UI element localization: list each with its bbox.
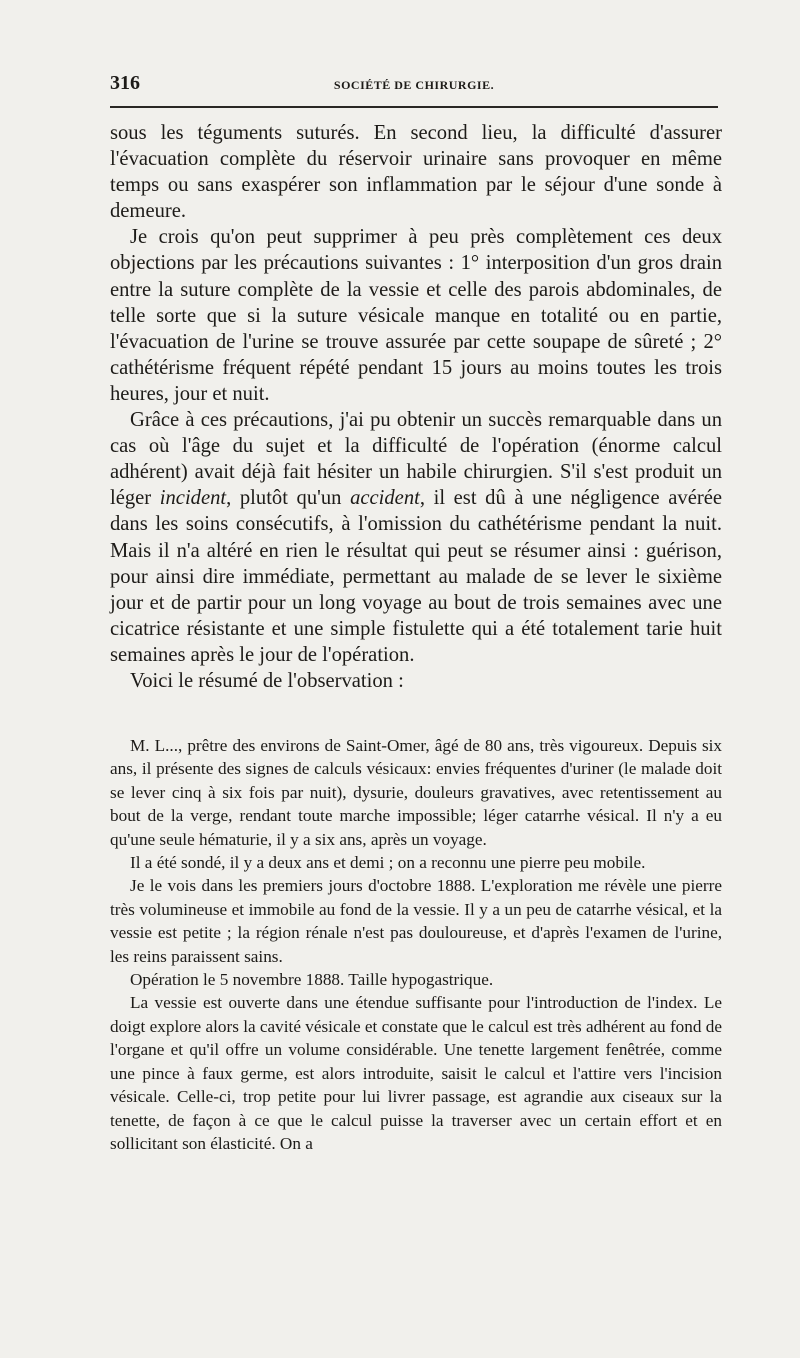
header-rule — [110, 106, 718, 108]
observation-procedure: La vessie est ouverte dans une étendue suffisante pour l'introduction de l'index. Le doigt explore alors la cavité vésicale et constate que le calcul est très adhérent au fond de l'organe et qu'il offre un volume considérable. Une tenette largement fenêtrée, comme une pince à faux germe, est alors introduite, saisit le calcul et l'attire vers l'incision vésicale. Celle-ci, trop petite pour lui livrer passage, est agrandie aux ciseaux sur la tenette, de façon à ce que le calcul puisse la traverser avec un certain effort et en sollicitant son élasticité. On a — [110, 993, 722, 1153]
paragraph-objections: Je crois qu'on peut supprimer à peu près complètement ces deux objections par les précautions suivantes : 1° interposition d'un gros drain entre la suture complète de la vessie et celle des parois abdominales, de telle sorte que si la suture vésicale manque en totalité ou en partie, l'évacuation de l'urine se trouve assurée par cette soupape de sûreté ; 2° cathétérisme fréquent répété pendant 15 jours au moins toutes les trois heures, jour et nuit. — [110, 226, 722, 405]
paragraph-success-text-1: Grâce à ces précautions, j'ai pu obtenir un succès remarquable dans un cas où l'âge du sujet et la difficulté de l'opération (énorme calcul adhérent) avait déjà fait hésiter un habile chirurgien. S'il s'est produit un léger — [110, 409, 722, 510]
observation-operation: Opération le 5 novembre 1888. Taille hypogastrique. — [130, 970, 494, 990]
paragraph-summary-intro: Voici le résumé de l'observation : — [130, 669, 404, 692]
italic-incident: incident — [159, 487, 227, 510]
observation-text — [110, 734, 722, 1155]
running-title: SOCIÉTÉ DE CHIRURGIE. — [333, 78, 495, 92]
italic-accident: accident — [350, 487, 420, 510]
paragraph-continuation: sous les téguments suturés. En second lieu, la difficulté d'assurer l'évacuation complète du réservoir urinaire sans provoquer en même temps ou sans exaspérer son inflammation par le séjour d'une sonde à demeure. — [110, 122, 722, 223]
main-text — [110, 120, 722, 694]
page-number: 316 — [110, 72, 140, 94]
paragraph-success-text-2: , plutôt qu'un — [226, 487, 351, 510]
paragraph-success-text-3: , il est dû à une négligence avérée dans les soins consécutifs, à l'omission du cathétérisme pendant la nuit. Mais il n'a altéré en rien le résultat qui peut se résumer ainsi : guérison, pour ainsi dire immédiate, permettant au malade de se lever le sixième jour et de partir pour un long voyage au bout de trois semaines avec une cicatrice résistante et une simple fistulette qui a été totalement tarie huit semaines après le jour de l'opération. — [110, 487, 722, 666]
page-header — [110, 72, 718, 96]
observation-exploration: Je le vois dans les premiers jours d'octobre 1888. L'exploration me révèle une pierre très volumineuse et immobile au fond de la vessie. Il y a un peu de catarrhe vésical, et la vessie est petite ; la région rénale n'est pas douloureuse, et d'après l'examen de l'urine, les reins paraissent sains. — [110, 876, 722, 966]
observation-sounding: Il a été sondé, il y a deux ans et demi ; on a reconnu une pierre peu mobile. — [130, 853, 646, 873]
observation-patient: M. L..., prêtre des environs de Saint-Omer, âgé de 80 ans, très vigoureux. Depuis six ans, il présente des signes de calculs vésicaux: envies fréquentes d'uriner (le malade doit se lever cinq à six fois par nuit), dysurie, douleurs gravatives, avec retentissement au bout de la verge, rendant toute marche impossible; léger catarrhe vésical. Il n'y a eu qu'une seule hématurie, il y a six ans, après un voyage. — [110, 736, 722, 849]
paragraph-success — [110, 407, 722, 668]
